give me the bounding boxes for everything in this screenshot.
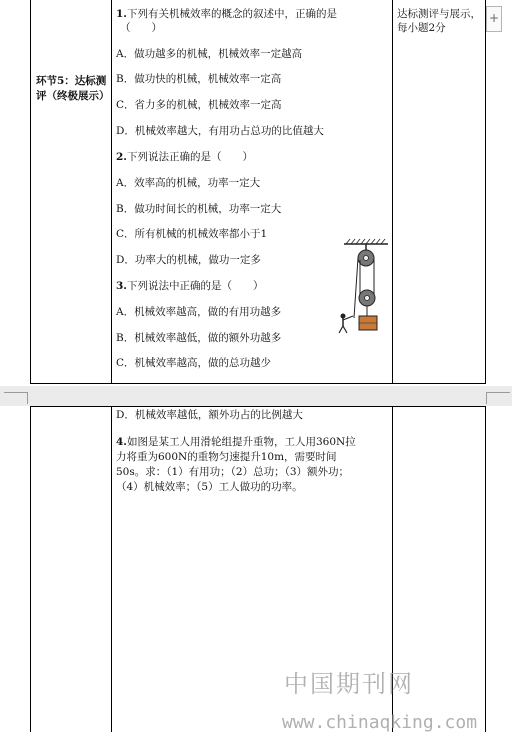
q3-option-c: C．机械效率越高，做的总功越少 [116,357,272,369]
q2-option-d: D．功率大的机械，做功一定多 [116,254,261,266]
pulley-illustration [334,238,390,334]
q3-option-d: D．机械效率越低，额外功占的比例越大 [116,409,303,421]
question-2-number: 2. [116,151,127,163]
table-border [485,406,486,732]
question-1-number: 1. [116,8,127,20]
corner-mark [4,392,28,393]
page-gap [0,386,512,406]
q1-option-a: A．做功越多的机械，机械效率一定越高 [116,48,303,60]
table-border [485,0,486,384]
watermark-cn: 中国期刊网 [284,670,414,698]
corner-mark [27,392,28,404]
question-4-number: 4. [116,436,127,448]
corner-mark [486,392,487,404]
question-3-title: 3.下列说法中正确的是（ ） [116,280,264,292]
question-3-number: 3. [116,280,127,292]
q2-option-b: B．做功时间长的机械，功率一定大 [116,203,282,215]
corner-mark [486,392,510,393]
question-4-line-4: （4）机械效率；（5）工人做功的功率。 [116,481,303,493]
stage-label: 环节5：达标测评（终极展示） [36,75,110,102]
q3-option-a: A．机械效率越高，做的有用功越多 [116,306,282,318]
q2-option-c: C．所有机械的机械效率都小于1 [116,228,268,240]
question-4-line-1: 4.如图是某工人用滑轮组提升重物，工人用360N拉 [116,436,356,448]
q1-option-d: D．机械效率越大，有用功占总功的比值越大 [116,125,324,137]
question-4-line-2: 力将重为600N的重物匀速提升10m，需要时间 [116,451,337,463]
table-border [30,383,486,384]
question-1-title: 1.下列有关机械效率的概念的叙述中，正确的是 [116,8,337,20]
q1-option-c: C．省力多的机械，机械效率一定高 [116,99,282,111]
table-border [111,406,112,732]
add-row-button[interactable]: + [486,6,502,32]
table-border [111,0,112,384]
table-border [30,0,31,384]
table-border [30,406,31,732]
question-1-paren: （ ） [120,22,162,34]
question-4-line-3: 50s。求：（1）有用功；（2）总功；（3）额外功； [116,466,350,478]
q1-option-b: B．做功快的机械，机械效率一定高 [116,73,282,85]
scoring-note: 达标测评与展示，每小题2分 [397,8,481,34]
question-2-title: 2.下列说法正确的是（ ） [116,151,253,163]
q3-option-b: B．机械效率越低，做的额外功越多 [116,332,282,344]
table-border [392,0,393,384]
table-border [30,406,486,407]
watermark-url: www.chinaqking.com [282,712,478,733]
q2-option-a: A．效率高的机械，功率一定大 [116,177,261,189]
